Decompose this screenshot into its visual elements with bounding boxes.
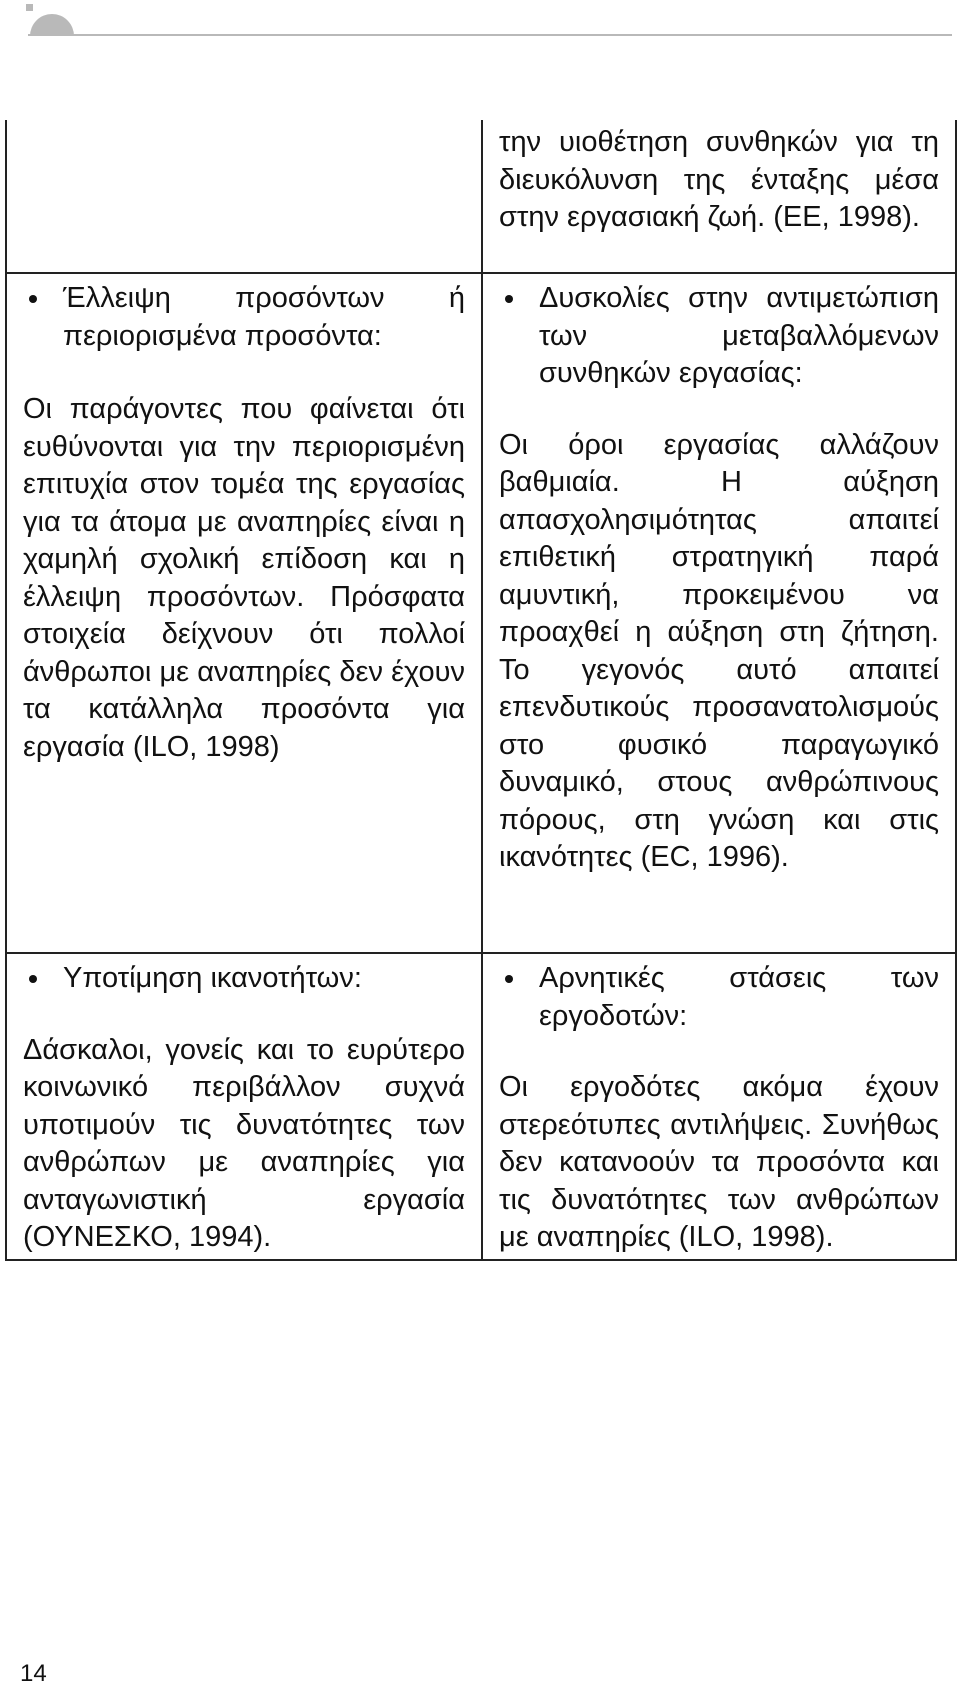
item-body: Οι εργοδότες ακόμα έχουν στερεότυπες αντιλήψεις. Συνήθως δεν κατανοούν τα προσόντα και τις δυνατότητες των ανθρώπων με αναπηρίες (ILO, 1998). bbox=[499, 1071, 939, 1253]
item-heading: Υποτίμηση ικανοτήτων: bbox=[63, 962, 362, 994]
table-cell-continuation bbox=[482, 120, 956, 273]
content-table bbox=[5, 120, 957, 1261]
list-item bbox=[23, 280, 465, 355]
list-item bbox=[499, 280, 939, 393]
table-row bbox=[6, 120, 956, 273]
list-item bbox=[499, 960, 939, 1035]
item-body: Οι όροι εργασίας αλλάζουν βαθμιαία. Η αύξηση απασχολησιμότητας απαιτεί επιθετική στρατηγική παρά αμυντική, προκειμένου να προαχθεί η αύξηση στη ζήτηση. Το γεγονός αυτό απαιτεί επενδυτικούς προσανατολισμούς στο φυσικό παραγωγικό δυναμικό, στους ανθρώπινους πόρους, στη γνώση και στις ικανότητες (EC, 1996). bbox=[499, 428, 939, 873]
table-cell bbox=[482, 273, 956, 953]
table-row bbox=[6, 953, 956, 1260]
header-rule bbox=[28, 34, 952, 36]
table-cell bbox=[6, 273, 482, 953]
bullet-icon bbox=[29, 975, 37, 983]
item-body: Οι παράγοντες που φαίνεται ότι ευθύνονται για την περιορισμένη επιτυχία στον τομέα της εργασίας για τα άτομα με αναπηρίες είναι η χαμηλή σχολική επίδοση και η έλλειψη προσόντων. Πρόσφατα στοιχεία δείχνουν ότι πολλοί άνθρωποι με αναπηρίες δεν έχουν τα κατάλληλα προσόντα για εργασία (ILO, 1998) bbox=[23, 393, 465, 763]
table-row bbox=[6, 273, 956, 953]
bullet-icon bbox=[505, 975, 513, 983]
item-body: Δάσκαλοι, γονείς και το ευρύτερο κοινωνικό περιβάλλον συχνά υποτιμούν τις δυνατότητες των ανθρώπων με αναπηρίες για ανταγωνιστική εργασία (ΟΥΝΕΣΚΟ, 1994). bbox=[23, 1033, 465, 1253]
table-cell-empty bbox=[6, 120, 482, 273]
table-cell bbox=[482, 953, 956, 1260]
bullet-icon bbox=[505, 295, 513, 303]
item-heading: Αρνητικές στάσεις των εργοδοτών: bbox=[539, 962, 939, 1032]
continuation-text: την υιοθέτηση συνθηκών για τη διευκόλυνση της ένταξης μέσα στην εργασιακή ζωή. (ΕΕ, 1998). bbox=[499, 126, 939, 233]
item-heading: Δυσκολίες στην αντιμετώπιση των μεταβαλλόμενων συνθηκών εργασίας: bbox=[539, 282, 939, 389]
list-item bbox=[23, 960, 465, 998]
item-heading: Έλλειψη προσόντων ή περιορισμένα προσόντα: bbox=[63, 282, 465, 352]
page-number: 14 bbox=[20, 1660, 47, 1687]
table-cell bbox=[6, 953, 482, 1260]
bullet-icon bbox=[29, 295, 37, 303]
header-logo-icon bbox=[26, 4, 78, 36]
